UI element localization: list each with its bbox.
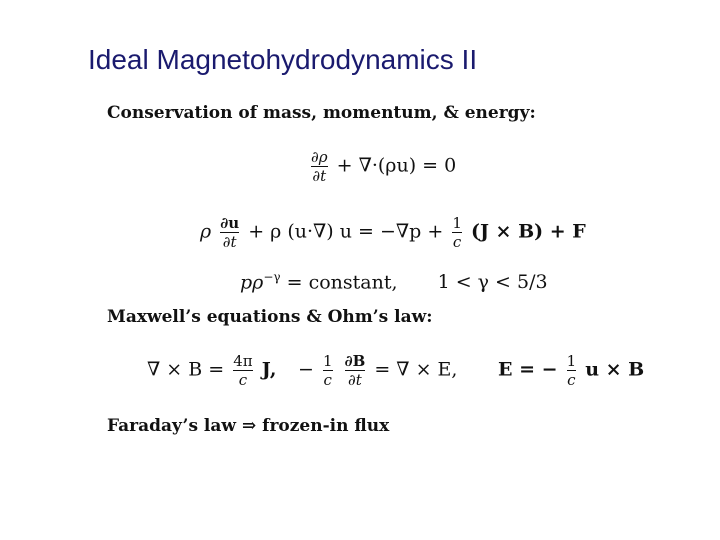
momentum-equation: [200, 214, 586, 251]
ohm-fraction: [567, 352, 577, 389]
maxwell-heading: Maxwell’s equations & Ohm’s law:: [107, 307, 433, 327]
mass-numerator: ∂ρ: [311, 148, 328, 166]
momentum-rho: ρ: [200, 220, 212, 243]
momentum-numerator: ∂u: [220, 214, 240, 232]
gamma-range: 1 < γ < 5/3: [437, 271, 548, 294]
slide-title: Ideal Magnetohydrodynamics II: [88, 44, 478, 75]
faraday-fraction-1: [323, 352, 333, 389]
ampere-lhs: ∇ × B =: [147, 358, 225, 381]
energy-equation: [240, 270, 548, 293]
ampere-denominator: c: [238, 371, 248, 389]
mass-fraction: [311, 148, 328, 185]
faraday-equation: [298, 352, 457, 389]
ohm-equation: [498, 352, 644, 389]
momentum-denominator: ∂t: [222, 233, 237, 251]
momentum-fraction-2: [452, 214, 462, 251]
faraday-denominator-1: c: [323, 371, 332, 389]
faraday-fraction-2: [345, 352, 366, 389]
ohm-end: u × B: [585, 358, 645, 381]
ampere-numerator: 4π: [233, 352, 253, 370]
ohm-numerator: 1: [566, 352, 577, 370]
faraday-denominator-2: ∂t: [348, 371, 362, 389]
ampere-end: J,: [261, 358, 277, 381]
ampere-fraction: [233, 352, 252, 389]
mass-denominator: ∂t: [312, 167, 327, 185]
ampere-equation: [147, 352, 277, 389]
momentum-numerator-2: 1: [452, 214, 462, 232]
faraday-minus: −: [298, 358, 314, 381]
momentum-middle: + ρ (u·∇) u = −∇p +: [248, 220, 444, 243]
ohm-denominator: c: [567, 371, 576, 389]
faraday-numerator-1: 1: [322, 352, 333, 370]
ohm-lhs: E = −: [498, 358, 558, 381]
energy-rhs: = constant,: [280, 271, 398, 294]
faraday-end: = ∇ × E,: [374, 358, 458, 381]
momentum-end: (J × B) + F: [470, 220, 586, 243]
faraday-numerator-2: ∂B: [344, 352, 366, 370]
energy-exponent: −γ: [263, 270, 281, 284]
mass-conservation-equation: [308, 148, 456, 185]
energy-lhs: pρ: [240, 271, 264, 294]
mass-rest: + ∇·(ρu) = 0: [336, 154, 457, 177]
conservation-heading: Conservation of mass, momentum, & energy:: [107, 103, 536, 123]
momentum-fraction: [220, 214, 239, 251]
momentum-denominator-2: c: [452, 233, 462, 251]
faraday-heading: Faraday’s law ⇒ frozen-in flux: [107, 416, 390, 436]
